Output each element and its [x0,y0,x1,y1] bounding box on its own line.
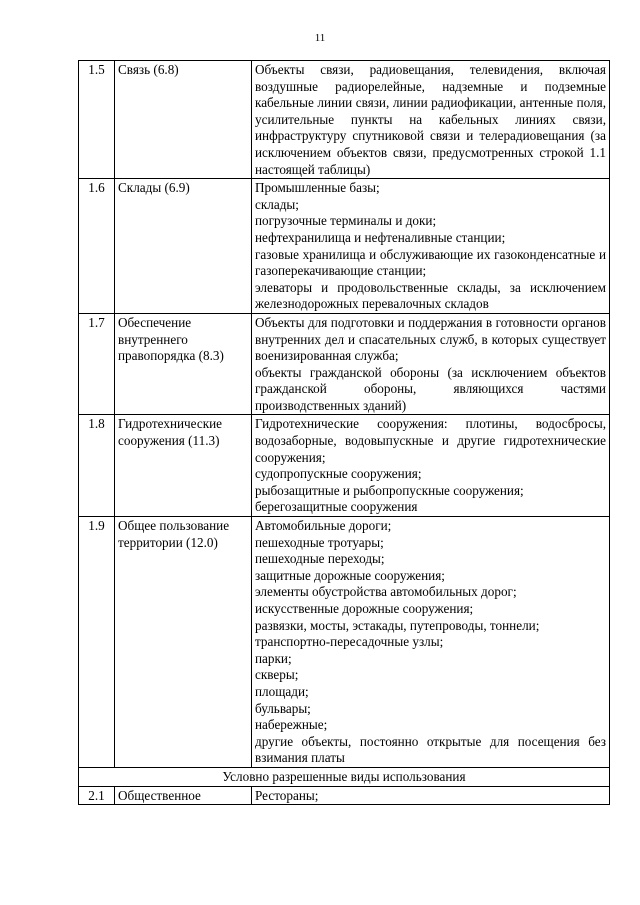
description-line: объекты гражданской обороны (за исключением объектов гражданской обороны, являющихся частями производственных зданий) [255,364,606,413]
use-description [252,313,610,415]
row-number: 1.9 [79,517,115,768]
table-row [79,179,610,314]
description-line: берегозащитные сооружения [255,499,418,515]
description-line: развязки, мосты, эстакады, путепроводы, тоннели; [255,617,540,633]
use-type-name: Связь (6.8) [115,61,252,179]
use-type-name: Общественное [115,786,252,805]
description-line: элеваторы и продовольственные склады, за исключением железнодорожных перевалочных складов [255,279,606,312]
description-line: Объекты связи, радиовещания, телевидения, включая воздушные радиорелейные, надземные и подземные кабельные линии связи, линии радиофикации, антенные поля, усилительные пункты на кабельных линиях связи, инфраструктуру спутниковой связи и телерадиовещания (за исключением объектов связи, предусмотренных строкой 1.1 настоящей таблицы) [255,62,606,177]
description-line: транспортно-пересадочные узлы; [255,634,444,650]
page-number: 11 [314,32,326,44]
row-number: 2.1 [79,786,115,805]
row-number: 1.7 [79,313,115,415]
description-line: судопропускные сооружения; [255,466,422,482]
use-type-name: Склады (6.9) [115,179,252,314]
description-line: бульвары; [255,700,311,716]
use-description [252,517,610,768]
use-description [252,61,610,179]
description-line: Гидротехнические сооружения: плотины, водосбросы, водозаборные, водовыпускные и другие гидротехнические сооружения; [255,416,606,465]
table-row [79,61,610,179]
table-row [79,517,610,768]
row-number: 1.5 [79,61,115,179]
table-row [79,313,610,415]
use-type-name: Гидротехнические сооружения (11.3) [115,415,252,517]
description-line: искусственные дорожные сооружения; [255,601,474,616]
description-line: погрузочные терминалы и доки; [255,213,437,229]
description-line: Автомобильные дороги; [255,518,392,534]
land-use-table [78,60,610,805]
use-description [252,415,610,517]
description-line: набережные; [255,717,328,733]
use-description [252,179,610,314]
table-row [79,786,610,805]
description-line: скверы; [255,667,299,683]
description-line: площади; [255,683,309,699]
description-line: пешеходные тротуары; [255,534,384,550]
use-description [252,786,610,805]
description-line: склады; [255,196,299,212]
description-line: элементы обустройства автомобильных дорог; [255,584,517,600]
use-type-name: Общее пользование территории (12.0) [115,517,252,768]
description-line: газовые хранилища и обслуживающие их газоконденсатные и газоперекачивающие станции; [255,246,606,279]
table-row [79,415,610,517]
description-line: пешеходные переходы; [255,551,385,567]
row-number: 1.6 [79,179,115,314]
description-line: Рестораны; [255,787,319,803]
description-line: рыбозащитные и рыбопропускные сооружения; [255,482,524,498]
section-title: Условно разрешенные виды использования [79,767,610,786]
description-line: защитные дорожные сооружения; [255,567,445,583]
description-line: нефтехранилища и нефтеналивные станции; [255,229,506,245]
use-type-name: Обеспечение внутреннего правопорядка (8.3) [115,313,252,415]
description-line: другие объекты, постоянно открытые для посещения без взимания платы [255,733,606,766]
description-line: парки; [255,650,292,666]
description-line: Объекты для подготовки и поддержания в готовности органов внутренних дел и спасательных служб, в которых существует военизированная служба; [255,314,606,364]
row-number: 1.8 [79,415,115,517]
section-header-row [79,767,610,786]
description-line: Промышленные базы; [255,180,380,196]
